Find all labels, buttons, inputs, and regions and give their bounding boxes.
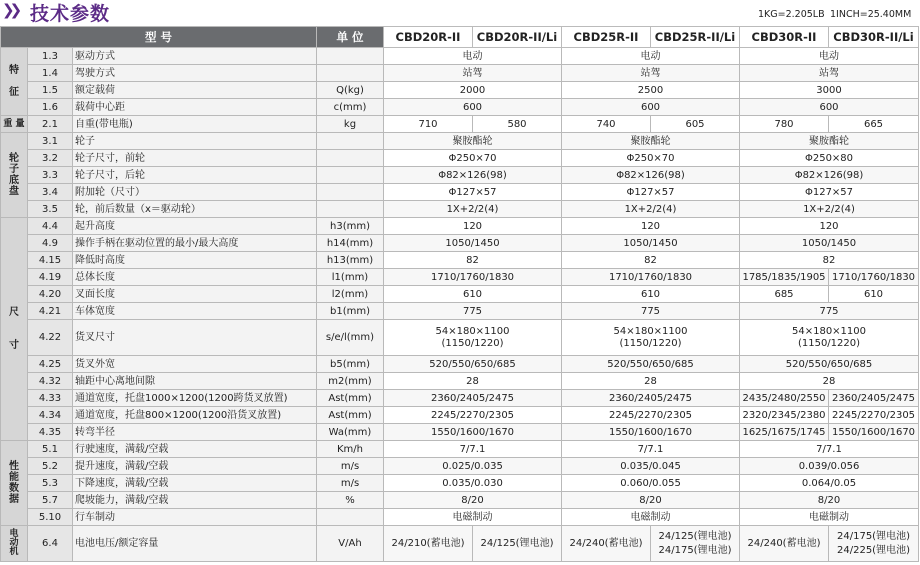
value-cell: 电磁制动 [384, 509, 562, 526]
row-number: 3.4 [28, 184, 73, 201]
value-cell: Φ127×57 [562, 184, 740, 201]
value-cell: 2245/2270/2305 [562, 407, 740, 424]
row-number: 5.3 [28, 475, 73, 492]
value-cell: 电动 [384, 48, 562, 65]
row-unit [317, 167, 384, 184]
row-unit [317, 48, 384, 65]
value-cell: 605 [651, 116, 740, 133]
row-unit: l1(mm) [317, 269, 384, 286]
value-cell: Φ127×57 [740, 184, 919, 201]
row-unit: Q(kg) [317, 82, 384, 99]
value-cell: 665 [829, 116, 919, 133]
row-unit: Wa(mm) [317, 424, 384, 441]
value-cell: 24/210(蓄电池) [384, 526, 473, 562]
value-cell: 2360/2405/2475 [829, 390, 919, 407]
value-cell: 24/240(蓄电池) [562, 526, 651, 562]
value-cell: 1050/1450 [562, 235, 740, 252]
row-unit: % [317, 492, 384, 509]
table-row [1, 235, 919, 252]
value-cell: 1710/1760/1830 [384, 269, 562, 286]
value-cell: 电磁制动 [740, 509, 919, 526]
value-cell: 0.064/0.05 [740, 475, 919, 492]
row-item: 提升速度，满载/空载 [73, 458, 317, 475]
row-unit: m/s [317, 458, 384, 475]
value-cell: 600 [740, 99, 919, 116]
row-number: 3.2 [28, 150, 73, 167]
table-row [1, 424, 919, 441]
value-cell: 1X+2/2(4) [562, 201, 740, 218]
row-unit: c(mm) [317, 99, 384, 116]
value-cell: 2360/2405/2475 [384, 390, 562, 407]
row-item: 轴距中心离地间隙 [73, 373, 317, 390]
value-cell: 1710/1760/1830 [562, 269, 740, 286]
value-cell: 82 [384, 252, 562, 269]
value-cell: Φ250×70 [384, 150, 562, 167]
row-number: 5.1 [28, 441, 73, 458]
row-number: 1.6 [28, 99, 73, 116]
row-unit [317, 133, 384, 150]
row-item: 驾驶方式 [73, 65, 317, 82]
row-item: 叉面长度 [73, 286, 317, 303]
value-cell: 1550/1600/1670 [384, 424, 562, 441]
table-row [1, 356, 919, 373]
value-cell: 520/550/650/685 [562, 356, 740, 373]
value-cell: 2320/2345/2380 [740, 407, 829, 424]
value-cell: 0.035/0.030 [384, 475, 562, 492]
value-cell: 1050/1450 [740, 235, 919, 252]
table-row [1, 150, 919, 167]
row-unit: m/s [317, 475, 384, 492]
value-cell: 24/125(锂电池) 24/175(锂电池) [651, 526, 740, 562]
table-row [1, 320, 919, 356]
value-cell: 8/20 [384, 492, 562, 509]
value-cell: 1050/1450 [384, 235, 562, 252]
row-item: 行驶速度，满载/空载 [73, 441, 317, 458]
value-cell: Φ82×126(98) [740, 167, 919, 184]
value-cell: 610 [829, 286, 919, 303]
section-header [0, 0, 920, 26]
value-cell: 520/550/650/685 [740, 356, 919, 373]
row-number: 4.4 [28, 218, 73, 235]
unit-header: 单 位 [317, 27, 384, 48]
row-unit: Ast(mm) [317, 390, 384, 407]
row-unit [317, 65, 384, 82]
value-cell: 54×180×1100 (1150/1220) [740, 320, 919, 356]
value-cell: 24/125(锂电池) [473, 526, 562, 562]
row-number: 5.2 [28, 458, 73, 475]
table-row [1, 526, 919, 562]
row-unit: h14(mm) [317, 235, 384, 252]
value-cell: 775 [562, 303, 740, 320]
row-item: 货叉尺寸 [73, 320, 317, 356]
row-number: 4.9 [28, 235, 73, 252]
table-row [1, 82, 919, 99]
table-row [1, 269, 919, 286]
row-item: 操作手柄在驱动位置的最小/最大高度 [73, 235, 317, 252]
value-cell: 685 [740, 286, 829, 303]
row-number: 4.32 [28, 373, 73, 390]
row-unit: b5(mm) [317, 356, 384, 373]
value-cell: 600 [384, 99, 562, 116]
value-cell: 1710/1760/1830 [829, 269, 919, 286]
value-cell: 28 [562, 373, 740, 390]
row-number: 4.35 [28, 424, 73, 441]
value-cell: 1785/1835/1905 [740, 269, 829, 286]
value-cell: 740 [562, 116, 651, 133]
category-dimensions: 尺 寸 [1, 218, 28, 441]
row-number: 1.4 [28, 65, 73, 82]
model-column-header: CBD20R-II [384, 27, 473, 48]
value-cell: 82 [740, 252, 919, 269]
row-item: 额定载荷 [73, 82, 317, 99]
row-item: 爬坡能力，满载/空载 [73, 492, 317, 509]
model-column-header: CBD25R-II/Li [651, 27, 740, 48]
value-cell: 电磁制动 [562, 509, 740, 526]
row-item: 驱动方式 [73, 48, 317, 65]
row-item: 自重(带电瓶) [73, 116, 317, 133]
row-unit: V/Ah [317, 526, 384, 562]
row-item: 轮，前后数量（x＝驱动轮） [73, 201, 317, 218]
value-cell: 站驾 [384, 65, 562, 82]
row-unit [317, 509, 384, 526]
value-cell: Φ127×57 [384, 184, 562, 201]
row-unit: h13(mm) [317, 252, 384, 269]
value-cell: 120 [562, 218, 740, 235]
spec-table [0, 26, 919, 562]
table-row [1, 492, 919, 509]
row-unit [317, 150, 384, 167]
model-column-header: CBD20R-II/Li [473, 27, 562, 48]
value-cell: 775 [740, 303, 919, 320]
value-cell: 24/175(锂电池) 24/225(锂电池) [829, 526, 919, 562]
row-item: 轮子尺寸，前轮 [73, 150, 317, 167]
value-cell: 聚胺酯轮 [740, 133, 919, 150]
table-row [1, 286, 919, 303]
value-cell: 780 [740, 116, 829, 133]
row-item: 总体长度 [73, 269, 317, 286]
value-cell: 610 [384, 286, 562, 303]
table-row [1, 48, 919, 65]
row-unit: Km/h [317, 441, 384, 458]
row-unit [317, 201, 384, 218]
row-number: 4.15 [28, 252, 73, 269]
value-cell: 120 [740, 218, 919, 235]
value-cell: 站驾 [740, 65, 919, 82]
value-cell: 54×180×1100 (1150/1220) [562, 320, 740, 356]
row-unit: m2(mm) [317, 373, 384, 390]
model-column-header: CBD30R-II [740, 27, 829, 48]
section-title: 技术参数 [30, 3, 111, 25]
model-column-header: CBD25R-II [562, 27, 651, 48]
value-cell: 7/7.1 [384, 441, 562, 458]
table-row [1, 184, 919, 201]
value-cell: 1550/1600/1670 [562, 424, 740, 441]
row-number: 5.7 [28, 492, 73, 509]
row-number: 1.5 [28, 82, 73, 99]
row-number: 4.20 [28, 286, 73, 303]
table-row [1, 303, 919, 320]
value-cell: 0.060/0.055 [562, 475, 740, 492]
table-header-row [1, 27, 919, 48]
value-cell: 2360/2405/2475 [562, 390, 740, 407]
row-item: 车体宽度 [73, 303, 317, 320]
value-cell: Φ250×70 [562, 150, 740, 167]
value-cell: 聚胺酯轮 [384, 133, 562, 150]
row-number: 2.1 [28, 116, 73, 133]
value-cell: 站驾 [562, 65, 740, 82]
row-item: 转弯半径 [73, 424, 317, 441]
table-row [1, 390, 919, 407]
row-unit [317, 184, 384, 201]
row-unit: b1(mm) [317, 303, 384, 320]
value-cell: 28 [740, 373, 919, 390]
row-number: 4.34 [28, 407, 73, 424]
row-number: 1.3 [28, 48, 73, 65]
row-item: 货叉外宽 [73, 356, 317, 373]
row-item: 电池电压/额定容量 [73, 526, 317, 562]
value-cell: 7/7.1 [562, 441, 740, 458]
value-cell: 54×180×1100 (1150/1220) [384, 320, 562, 356]
row-number: 4.21 [28, 303, 73, 320]
category-wheels: 轮 子 底 盘 [1, 133, 28, 218]
row-item: 附加轮（尺寸） [73, 184, 317, 201]
value-cell: 1550/1600/1670 [829, 424, 919, 441]
value-cell: 28 [384, 373, 562, 390]
value-cell: 2500 [562, 82, 740, 99]
value-cell: 聚胺酯轮 [562, 133, 740, 150]
row-unit: s/e/l(mm) [317, 320, 384, 356]
table-row [1, 218, 919, 235]
value-cell: 2245/2270/2305 [384, 407, 562, 424]
value-cell: Φ82×126(98) [384, 167, 562, 184]
value-cell: 610 [562, 286, 740, 303]
value-cell: 0.035/0.045 [562, 458, 740, 475]
row-item: 轮子 [73, 133, 317, 150]
row-item: 下降速度，满载/空载 [73, 475, 317, 492]
row-number: 6.4 [28, 526, 73, 562]
weight-conversion-note: 1KG=2.205LB [758, 9, 825, 20]
value-cell: 82 [562, 252, 740, 269]
row-unit: l2(mm) [317, 286, 384, 303]
row-item: 通道宽度，托盘800×1200(1200沿货叉放置) [73, 407, 317, 424]
value-cell: 8/20 [740, 492, 919, 509]
row-number: 5.10 [28, 509, 73, 526]
row-unit: kg [317, 116, 384, 133]
row-unit: h3(mm) [317, 218, 384, 235]
category-features: 特 征 [1, 48, 28, 116]
row-item: 起升高度 [73, 218, 317, 235]
length-conversion-note: 1INCH=25.40MM [830, 9, 912, 20]
value-cell: 1X+2/2(4) [384, 201, 562, 218]
row-number: 4.22 [28, 320, 73, 356]
value-cell: 7/7.1 [740, 441, 919, 458]
row-number: 3.3 [28, 167, 73, 184]
model-column-header: CBD30R-II/Li [829, 27, 919, 48]
category-weight: 重 量 [1, 116, 28, 133]
table-row [1, 441, 919, 458]
table-row [1, 407, 919, 424]
table-row [1, 373, 919, 390]
value-cell: 520/550/650/685 [384, 356, 562, 373]
row-item: 降低时高度 [73, 252, 317, 269]
category-motor: 电 动 机 [1, 526, 28, 562]
table-row [1, 252, 919, 269]
value-cell: 710 [384, 116, 473, 133]
table-row [1, 65, 919, 82]
table-row [1, 509, 919, 526]
value-cell: 1625/1675/1745 [740, 424, 829, 441]
table-row [1, 99, 919, 116]
table-row [1, 475, 919, 492]
value-cell: 8/20 [562, 492, 740, 509]
value-cell: Φ82×126(98) [562, 167, 740, 184]
category-performance: 性 能 数 据 [1, 441, 28, 526]
value-cell: 0.039/0.056 [740, 458, 919, 475]
value-cell: 电动 [562, 48, 740, 65]
value-cell: 2000 [384, 82, 562, 99]
table-row [1, 133, 919, 150]
table-row [1, 201, 919, 218]
row-item: 载荷中心距 [73, 99, 317, 116]
row-number: 4.19 [28, 269, 73, 286]
value-cell: 0.025/0.035 [384, 458, 562, 475]
row-number: 4.33 [28, 390, 73, 407]
row-number: 4.25 [28, 356, 73, 373]
row-item: 行车制动 [73, 509, 317, 526]
row-number: 3.5 [28, 201, 73, 218]
value-cell: 2435/2480/2550 [740, 390, 829, 407]
double-chevron-icon: ❯❯ [2, 1, 18, 19]
row-item: 通道宽度，托盘1000×1200(1200跨货叉放置) [73, 390, 317, 407]
value-cell: 1X+2/2(4) [740, 201, 919, 218]
table-row [1, 458, 919, 475]
table-row [1, 116, 919, 133]
value-cell: 2245/2270/2305 [829, 407, 919, 424]
value-cell: Φ250×80 [740, 150, 919, 167]
value-cell: 电动 [740, 48, 919, 65]
value-cell: 775 [384, 303, 562, 320]
row-unit: Ast(mm) [317, 407, 384, 424]
value-cell: 600 [562, 99, 740, 116]
model-header: 型 号 [1, 27, 317, 48]
row-number: 3.1 [28, 133, 73, 150]
value-cell: 24/240(蓄电池) [740, 526, 829, 562]
table-row [1, 167, 919, 184]
value-cell: 120 [384, 218, 562, 235]
value-cell: 580 [473, 116, 562, 133]
value-cell: 3000 [740, 82, 919, 99]
row-item: 轮子尺寸，后轮 [73, 167, 317, 184]
